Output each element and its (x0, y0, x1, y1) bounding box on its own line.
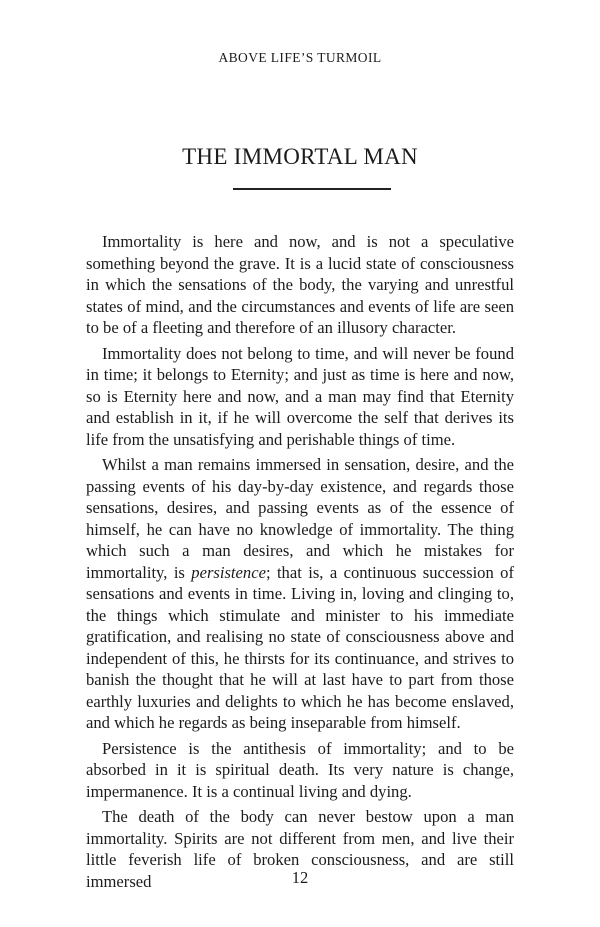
emphasis-persistence: persistence (191, 562, 266, 582)
paragraph-2: Immortality does not belong to time, and will never be found in time; it belongs to Eternity; and just as time is here and now, so is Eternity here and now, and a man may find that Eternity and establish in it, if he will overcome the self that derives its life from the unsatisfying and perishable things of time. (86, 343, 514, 449)
paragraph-5: The death of the body can never bestow upon a man immortality. Spirits are not different from men, and live their little feverish life of broken consciousness, and are still immersed (86, 807, 514, 891)
running-head: ABOVE LIFE’S TURMOIL (218, 50, 382, 65)
page-number: 12 (291, 868, 309, 887)
paragraph-4: Persistence is the antithesis of immortality; and to be absorbed in it is spiritual death. Its very nature is change, impermanence. It is a continual living and dying. (86, 738, 514, 801)
title-divider (233, 188, 391, 190)
body-text (86, 231, 514, 892)
paragraph-3 (86, 454, 514, 734)
paragraph-3-text-a: Whilst a man remains immersed in sensation, desire, and the passing events of his day-by-day existence, and regards those sensations, desires, and passing events as of the essence of himself, he can have no knowledge of immortality. The thing which such a man desires, and which he mistakes for immortality, is (86, 455, 514, 582)
chapter-title: THE IMMORTAL MAN (182, 144, 418, 169)
paragraph-1: Immortality is here and now, and is not a speculative something beyond the grave. It is a lucid state of consciousness in which the sensations of the body, the varying and unrestful states of mind, and the circumstances and events of life are seen to be of a fleeting and therefore of an illusory character. (86, 232, 514, 337)
paragraph-3-text-b: ; that is, a continuous succession of sensations and events in time. Living in, loving and clinging to, the things which stimulate and minister to his immediate gratification, and realising no state of consciousness above and independent of this, he thirsts for its continuance, and strives to banish the thought that he will at last have to part from those earthly luxuries and delights to which he has become enslaved, and which he regards as being inseparable from himself. (86, 562, 514, 732)
